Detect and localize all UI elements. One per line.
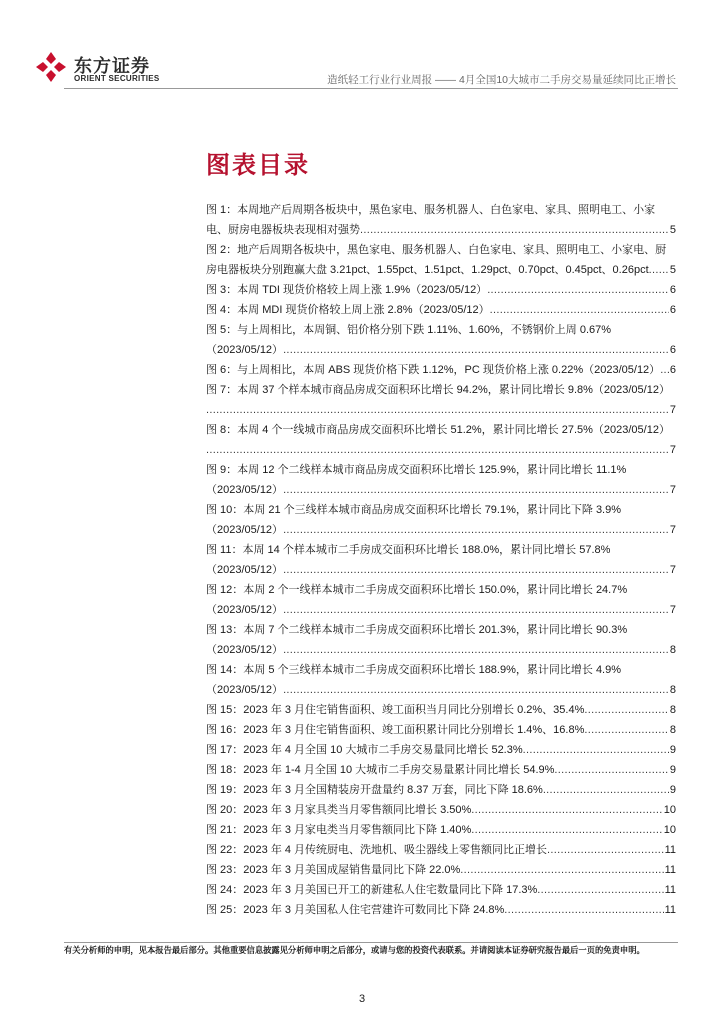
company-logo [34, 50, 164, 90]
toc-entry-line [206, 760, 676, 780]
toc-entry-line [206, 480, 676, 500]
toc-page-number: 7 [669, 444, 676, 456]
toc-entry-line [206, 260, 676, 280]
toc-dot-leader [584, 720, 669, 740]
toc-entry[interactable] [206, 820, 676, 840]
toc-entry-text: 图 16：2023 年 3 月住宅销售面积、竣工面积累计同比分别增长 1.4%、16.8% [206, 724, 585, 736]
toc-entry-line [206, 220, 676, 240]
toc-dot-leader [537, 880, 663, 900]
toc-dot-leader [584, 700, 669, 720]
page-number: 3 [358, 993, 366, 1005]
toc-page-number: 11 [664, 884, 676, 896]
toc-entry-text: 房电器板块分别跑赢大盘 3.21pct、1.55pct、1.51pct、1.29pct、0.70pct、0.45pct、0.26pct [206, 264, 649, 276]
toc-entry-text: （2023/05/12） [206, 524, 284, 536]
toc-dot-leader [487, 280, 669, 300]
toc-dot-leader [283, 340, 669, 360]
toc-dot-leader [490, 300, 669, 320]
toc-dot-leader [649, 260, 669, 280]
toc-entry[interactable] [206, 620, 676, 660]
toc-page-number: 10 [663, 804, 676, 816]
toc-page-number: 5 [669, 224, 676, 236]
toc-entry-text: 图 19：2023 年 3 月全国精装房开盘量约 8.37 万套，同比下降 18.6% [206, 784, 543, 796]
toc-entry-text: 电、厨房电器板块表现相对强势 [206, 224, 360, 236]
toc-entry-text: （2023/05/12） [206, 344, 284, 356]
toc-entry-text: 图 7：本周 37 个样本城市商品房成交面积环比增长 94.2%，累计同比增长 9.8%（2023/05/12） [206, 384, 670, 396]
toc-dot-leader [283, 480, 669, 500]
toc-entry[interactable] [206, 880, 676, 900]
toc-entry-line [206, 720, 676, 740]
footer-divider [64, 942, 678, 943]
toc-entry[interactable] [206, 540, 676, 580]
logo-en-text: ORIENT SECURITIES [74, 74, 160, 83]
toc-page-number: 7 [669, 484, 676, 496]
toc-entry[interactable] [206, 380, 676, 420]
toc-page-number: 11 [664, 864, 676, 876]
toc-dot-leader [283, 600, 669, 620]
toc-page-number: 8 [669, 704, 676, 716]
toc-page-number: 8 [669, 724, 676, 736]
toc-entry-line [206, 340, 676, 360]
toc-entry-text: 图 24：2023 年 3 月美国已开工的新建私人住宅数量同比下降 17.3% [206, 884, 538, 896]
toc-entry-line [206, 640, 676, 660]
toc-entry-text: 图 20：2023 年 3 月家具类当月零售额同比增长 3.50% [206, 804, 472, 816]
toc-entry[interactable] [206, 360, 676, 380]
toc-entry-text: 图 23：2023 年 3 月美国成屋销售量同比下降 22.0% [206, 864, 461, 876]
toc-page-number: 5 [669, 264, 676, 276]
toc-entry[interactable] [206, 240, 676, 280]
toc-entry[interactable] [206, 860, 676, 880]
toc-dot-leader [283, 640, 669, 660]
toc-entry-text: （2023/05/12） [206, 484, 284, 496]
toc-dot-leader [283, 520, 669, 540]
page-title: 图表目录 [206, 152, 310, 179]
toc-page-number: 6 [669, 364, 676, 376]
toc-entry[interactable] [206, 500, 676, 540]
report-title: 造纸轻工行业行业周报 —— 4月全国10大城市二手房交易量延续同比正增长 [327, 74, 676, 86]
toc-page-number: 7 [669, 404, 676, 416]
toc-page-number: 6 [669, 304, 676, 316]
toc-entry-text: 图 4：本周 MDI 现货价格较上周上涨 2.8%（2023/05/12） [206, 304, 490, 316]
toc-entry-text: 图 17：2023 年 4 月全国 10 大城市二手房交易量同比增长 52.3% [206, 744, 523, 756]
toc-entry-line [206, 900, 676, 920]
toc-entry-line [206, 700, 676, 720]
toc-page-number: 6 [669, 284, 676, 296]
toc-dot-leader [460, 860, 663, 880]
toc-entry-line [206, 860, 676, 880]
toc-entry-line [206, 800, 676, 820]
toc-entry-line [206, 740, 676, 760]
toc-entry-text: 图 12：本周 2 个一线样本城市二手房成交面积环比增长 150.0%，累计同比增长 24.7% [206, 584, 628, 596]
toc-dot-leader [547, 840, 664, 860]
toc-entry[interactable] [206, 780, 676, 800]
toc-entry-line [206, 600, 676, 620]
orient-securities-logo-icon [34, 50, 68, 84]
toc-entry-line [206, 560, 676, 580]
toc-page-number: 11 [664, 904, 676, 916]
toc-entry[interactable] [206, 280, 676, 300]
toc-entry-text: 图 9：本周 12 个二线样本城市商品房成交面积环比增长 125.9%，累计同比增长 11.1% [206, 464, 627, 476]
toc-dot-leader [283, 680, 669, 700]
toc-page-number: 8 [669, 684, 676, 696]
toc-dot-leader [554, 760, 668, 780]
toc-entry-line [206, 680, 676, 700]
header-divider [64, 88, 678, 89]
toc-entry-text: （2023/05/12） [206, 604, 284, 616]
toc-entry-line [206, 400, 676, 420]
toc-entry-text: 图 11：本周 14 个样本城市二手房成交面积环比增长 188.0%，累计同比增长 57.8% [206, 544, 611, 556]
toc-entry[interactable] [206, 420, 676, 460]
toc-dot-leader [471, 800, 662, 820]
toc-entry[interactable] [206, 720, 676, 740]
toc-entry[interactable] [206, 800, 676, 820]
toc-entry-line [206, 820, 676, 840]
toc-entry-line [206, 440, 676, 460]
toc-entry[interactable] [206, 740, 676, 760]
toc-dot-leader [206, 440, 669, 460]
toc-entry[interactable] [206, 320, 676, 360]
toc-entry-text: 图 15：2023 年 3 月住宅销售面积、竣工面积当月同比分别增长 0.2%、35.4% [206, 704, 585, 716]
toc-entry-line [206, 840, 676, 860]
toc-page-number: 8 [669, 644, 676, 656]
toc-entry-text: 图 3：本周 TDI 现货价格较上周上涨 1.9%（2023/05/12） [206, 284, 488, 296]
toc-entry-line [206, 780, 676, 800]
toc-entry-text: 图 1：本周地产后周期各板块中，黑色家电、服务机器人、白色家电、家具、照明电工、小家 [206, 204, 656, 216]
toc-entry-line [206, 360, 676, 380]
toc-dot-leader [523, 740, 669, 760]
toc-entry[interactable] [206, 900, 676, 920]
toc-dot-leader [283, 560, 669, 580]
toc-entry[interactable] [206, 580, 676, 620]
toc-dot-leader [206, 400, 669, 420]
toc-entry[interactable] [206, 300, 676, 320]
toc-dot-leader [360, 220, 669, 240]
toc-entry[interactable] [206, 660, 676, 700]
toc-page-number: 7 [669, 524, 676, 536]
toc-page-number: 9 [669, 764, 676, 776]
toc-entry-line [206, 880, 676, 900]
toc-page-number: 7 [669, 604, 676, 616]
toc-dot-leader [471, 820, 662, 840]
toc-page-number: 7 [669, 564, 676, 576]
toc-entry[interactable] [206, 760, 676, 780]
toc-dot-leader [543, 780, 669, 800]
toc-entry-text: 图 8：本周 4 个一线城市商品房成交面积环比增长 51.2%，累计同比增长 27.5%（2023/05/12） [206, 424, 670, 436]
toc-entry-text: （2023/05/12） [206, 644, 284, 656]
toc-page-number: 10 [663, 824, 676, 836]
toc-entry-text: 图 22：2023 年 4 月传统厨电、洗地机、吸尘器线上零售额同比正增长 [206, 844, 548, 856]
toc-entry-text: 图 5：与上周相比，本周铜、铝价格分别下跌 1.11%、1.60%，不锈钢价上周 0.67% [206, 324, 612, 336]
footer-disclaimer: 有关分析师的申明，见本报告最后部分。其他重要信息披露见分析师申明之后部分，或请与您的投资代表联系。并请阅读本证券研究报告最后一页的免责申明。 [64, 945, 645, 955]
toc-dot-leader [504, 900, 663, 920]
toc-entry-text: 图 10：本周 21 个三线样本城市商品房成交面积环比增长 79.1%，累计同比下降 3.9% [206, 504, 622, 516]
toc-entry-text: 图 21：2023 年 3 月家电类当月零售额同比下降 1.40% [206, 824, 472, 836]
toc-entry[interactable] [206, 700, 676, 720]
toc-entry-text: （2023/05/12） [206, 564, 284, 576]
toc-entry-text: 图 2：地产后周期各板块中，黑色家电、服务机器人、白色家电、家具、照明电工、小家电、厨 [206, 244, 667, 256]
toc-entry-text: 图 6：与上周相比，本周 ABS 现货价格下跌 1.12%，PC 现货价格上涨 0.22%（2023/05/12） [206, 364, 661, 376]
toc-entry-line [206, 300, 676, 320]
toc-entry-line [206, 280, 676, 300]
toc-page-number: 11 [664, 844, 676, 856]
logo-cn-text: 东方证券 [74, 56, 150, 76]
toc-page-number: 9 [669, 744, 676, 756]
toc-entry-text: 图 25：2023 年 3 月美国私人住宅营建许可数同比下降 24.8% [206, 904, 505, 916]
toc-entry-line [206, 520, 676, 540]
toc-page-number: 9 [669, 784, 676, 796]
table-of-figures [206, 200, 676, 920]
toc-entry[interactable] [206, 460, 676, 500]
toc-entry-text: 图 14：本周 5 个三线样本城市二手房成交面积环比增长 188.9%，累计同比增长 4.9% [206, 664, 622, 676]
toc-entry-text: （2023/05/12） [206, 684, 284, 696]
toc-entry-text: 图 13：本周 7 个二线样本城市二手房成交面积环比增长 201.3%，累计同比增长 90.3% [206, 624, 628, 636]
toc-entry[interactable] [206, 840, 676, 860]
toc-dot-leader [660, 360, 669, 380]
toc-page-number: 6 [669, 344, 676, 356]
toc-entry-text: 图 18：2023 年 1-4 月全国 10 大城市二手房交易量累计同比增长 54.9% [206, 764, 555, 776]
toc-entry[interactable] [206, 200, 676, 240]
